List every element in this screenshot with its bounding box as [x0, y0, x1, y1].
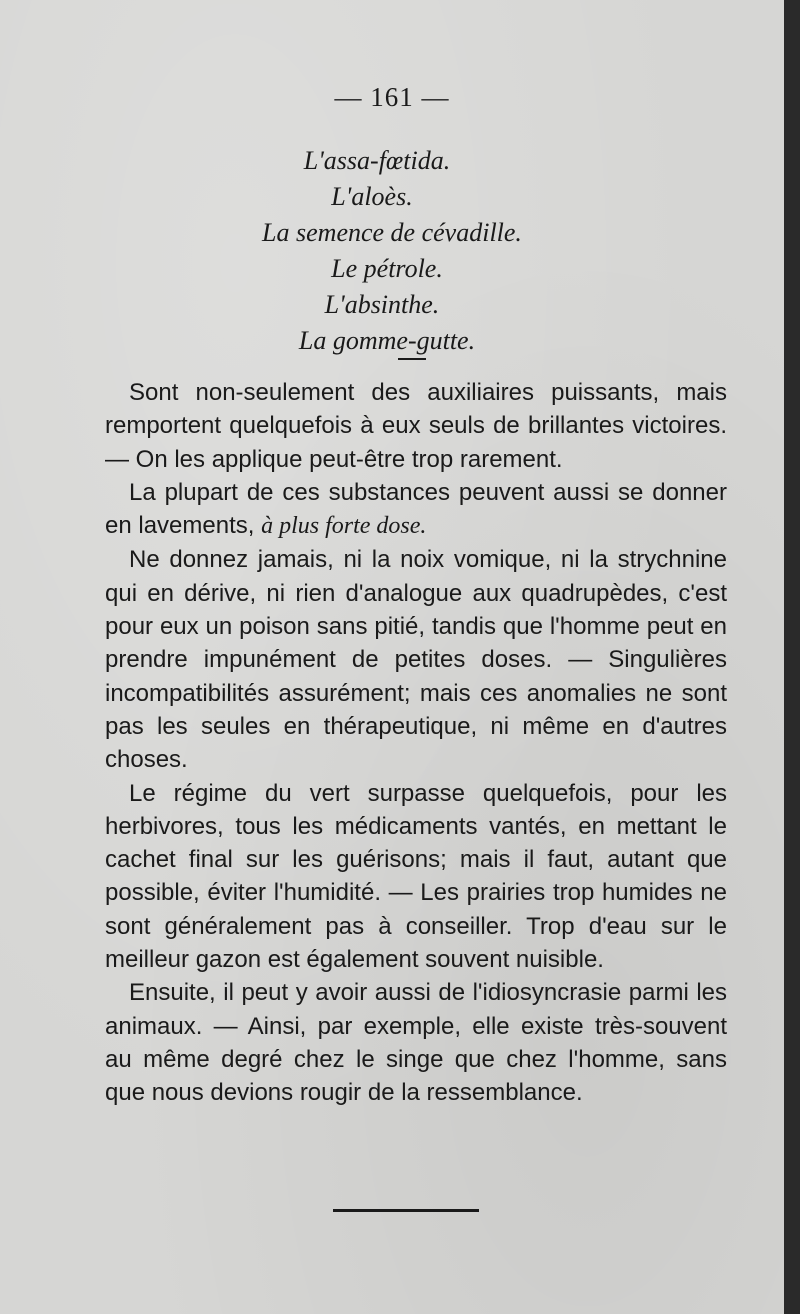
paragraph-text: La plupart de ces substances peuvent aussi se donner en lavements,	[105, 478, 727, 540]
end-rule	[333, 1209, 479, 1212]
list-item: L'assa-fœtida.	[303, 146, 451, 175]
paragraph: Le régime du vert surpasse quelquefois, pour les herbivores, tous les médicaments vantés, en mettant le cachet final sur les guérisons; mais il faut, autant que possible, éviter l'humidité. — Les prairies trop humides ne sont généralement pas à conseiller. Trop d'eau sur le meilleur gazon est également souvent nuisible.	[105, 779, 727, 974]
list-item: L'absinthe.	[324, 290, 440, 319]
body-text	[105, 376, 727, 1110]
paragraph: Ensuite, il peut y avoir aussi de l'idiosyncrasie parmi les animaux. — Ainsi, par exemple, elle existe très-souvent au même degré chez le singe que chez l'homme, sans que nous devions rougir de la ressemblance.	[105, 979, 727, 1107]
paragraph	[105, 476, 727, 544]
list-item: L'aloès.	[331, 182, 413, 211]
page-number: — 161 —	[334, 82, 450, 112]
emphasis-text: à plus forte dose.	[261, 513, 427, 540]
paragraph: Sont non-seulement des auxiliaires puissants, mais remportent quelquefois à eux seuls de brillantes victoires. — On les applique peut-être trop rarement.	[105, 379, 727, 473]
paragraph: Ne donnez jamais, ni la noix vomique, ni la strychnine qui en dérive, ni rien d'analogue aux quadrupèdes, c'est pour eux un poison sans pitié, tandis que l'homme peut en prendre impunément de petites doses. — Singulières incompatibilités assurément; mais ces anomalies ne sont pas les seules en thérapeutique, ni même en d'autres choses.	[105, 546, 727, 774]
substance-list	[0, 143, 784, 359]
list-item: Le pétrole.	[331, 254, 443, 283]
list-item: La gomme-gutte.	[298, 326, 476, 355]
list-item: La semence de cévadille.	[262, 218, 522, 247]
section-dash	[398, 358, 426, 360]
